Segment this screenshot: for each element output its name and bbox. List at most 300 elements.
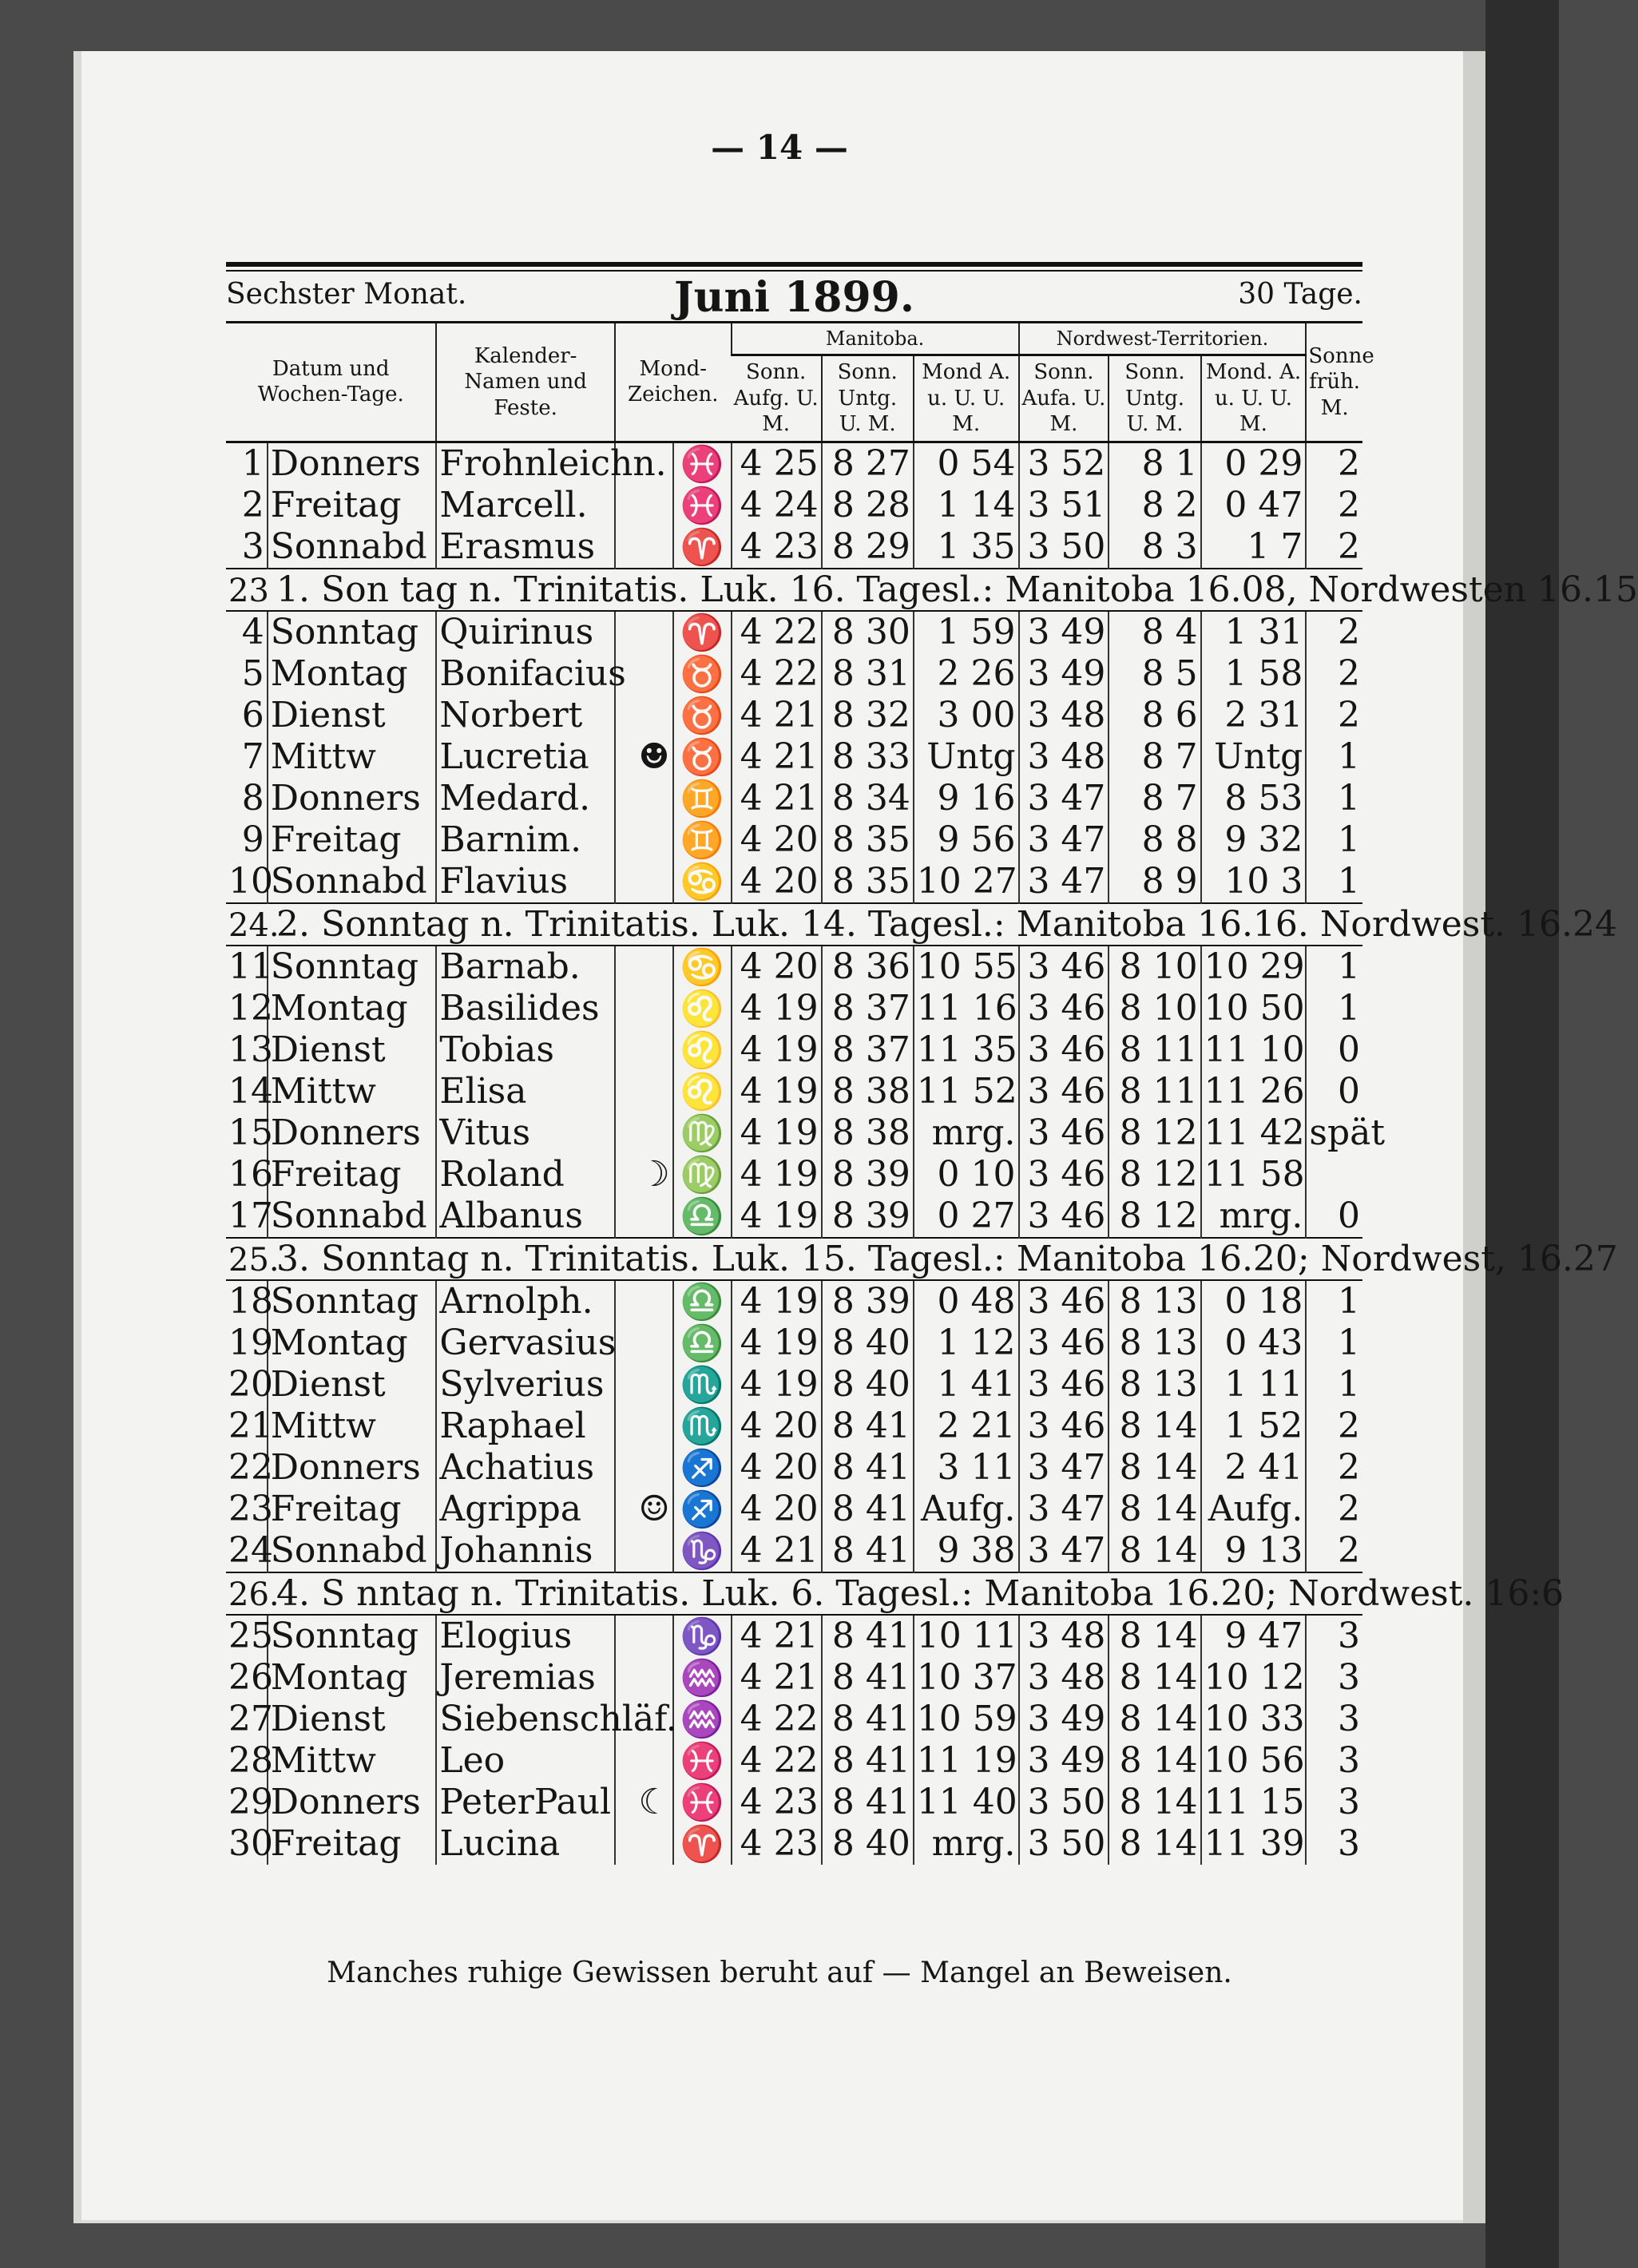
table-row bbox=[226, 1112, 1362, 1154]
calendar-name: Marcell. bbox=[436, 485, 614, 526]
col-sun-rise: Sonn. Aufg. U. M. bbox=[732, 355, 822, 442]
nordwest-sunset: 8 3 bbox=[1109, 526, 1200, 569]
zodiac-sign: ♑ bbox=[673, 1530, 732, 1572]
day-number: 17 bbox=[228, 1195, 273, 1236]
manitoba-sunset: 8 39 bbox=[822, 1195, 914, 1238]
nordwest-sunset: 8 2 bbox=[1109, 485, 1200, 526]
calendar-name: Agrippa bbox=[436, 1489, 614, 1530]
day-number: 2 bbox=[241, 485, 264, 525]
col-nordwest: Nordwest-Territorien. bbox=[1019, 323, 1307, 355]
table-row bbox=[226, 1071, 1362, 1112]
manitoba-sunset: 8 27 bbox=[822, 442, 914, 485]
moon-phase: ☻ bbox=[615, 736, 673, 778]
week-separator bbox=[226, 1238, 1362, 1280]
calendar-name: Johannis bbox=[436, 1530, 614, 1572]
nordwest-sunrise: 3 47 bbox=[1019, 819, 1109, 861]
calendar-name: Vitus bbox=[436, 1112, 614, 1154]
nordwest-sunset: 8 12 bbox=[1109, 1112, 1200, 1154]
table-row bbox=[226, 946, 1362, 988]
nordwest-sunset: 8 10 bbox=[1109, 946, 1200, 988]
day-number: 15 bbox=[228, 1112, 273, 1153]
moon-phase bbox=[615, 1071, 673, 1112]
week-info bbox=[226, 569, 1638, 611]
manitoba-sunrise: 4 25 bbox=[732, 442, 822, 485]
page-edge bbox=[1463, 51, 1485, 2223]
manitoba-sunrise: 4 23 bbox=[732, 526, 822, 569]
day-number: 30 bbox=[228, 1823, 273, 1864]
nordwest-sunset: 8 14 bbox=[1109, 1782, 1200, 1823]
nordwest-moon: 2 41 bbox=[1201, 1447, 1307, 1489]
weekday: Dienst bbox=[268, 1699, 437, 1740]
zodiac-sign: ♌ bbox=[673, 988, 732, 1029]
nordwest-sunrise: 3 48 bbox=[1019, 1615, 1109, 1657]
manitoba-moon: 10 55 bbox=[914, 946, 1019, 988]
nordwest-sunrise: 3 46 bbox=[1019, 1112, 1109, 1154]
moon-phase bbox=[615, 1740, 673, 1782]
manitoba-sunrise: 4 21 bbox=[732, 1530, 822, 1572]
table-row bbox=[226, 1406, 1362, 1447]
manitoba-sunset: 8 41 bbox=[822, 1489, 914, 1530]
day-number: 25 bbox=[228, 1616, 273, 1656]
weekday: Dienst bbox=[268, 1029, 437, 1071]
zodiac-sign: ♌ bbox=[673, 1071, 732, 1112]
nordwest-sunset: 8 7 bbox=[1109, 736, 1200, 778]
nordwest-sunset: 8 10 bbox=[1109, 988, 1200, 1029]
manitoba-moon: 10 11 bbox=[914, 1615, 1019, 1657]
manitoba-sunset: 8 32 bbox=[822, 695, 914, 736]
calendar-name: Roland bbox=[436, 1154, 614, 1195]
calendar-name: Leo bbox=[436, 1740, 614, 1782]
sun-early: 3 bbox=[1306, 1740, 1362, 1782]
weekday: Donners bbox=[268, 1112, 437, 1154]
manitoba-sunset: 8 41 bbox=[822, 1615, 914, 1657]
page-number: — 14 — bbox=[711, 128, 848, 167]
day-number: 26 bbox=[228, 1657, 273, 1698]
manitoba-sunrise: 4 19 bbox=[732, 1364, 822, 1406]
week-info bbox=[226, 903, 1617, 946]
calendar-name: Lucretia bbox=[436, 736, 614, 778]
sun-early: 1 bbox=[1306, 778, 1362, 819]
day-number: 18 bbox=[228, 1281, 273, 1322]
nordwest-moon: 8 53 bbox=[1201, 778, 1307, 819]
manitoba-sunset: 8 41 bbox=[822, 1782, 914, 1823]
table-row bbox=[226, 1823, 1362, 1865]
zodiac-sign: ♍ bbox=[673, 1154, 732, 1195]
weekday: Freitag bbox=[268, 1154, 437, 1195]
day-number: 28 bbox=[228, 1740, 273, 1781]
nordwest-sunset: 8 4 bbox=[1109, 611, 1200, 653]
nordwest-moon: 10 12 bbox=[1201, 1657, 1307, 1699]
moon-phase: ☾ bbox=[615, 1782, 673, 1823]
calendar-name: Lucina bbox=[436, 1823, 614, 1865]
manitoba-moon: 1 12 bbox=[914, 1322, 1019, 1364]
nordwest-sunset: 8 11 bbox=[1109, 1029, 1200, 1071]
day-number: 6 bbox=[241, 695, 264, 736]
day-number: 12 bbox=[228, 988, 273, 1029]
day-number: 19 bbox=[228, 1322, 273, 1363]
nordwest-sunrise: 3 50 bbox=[1019, 526, 1109, 569]
moon-phase bbox=[615, 526, 673, 569]
nordwest-moon: 11 15 bbox=[1201, 1782, 1307, 1823]
moon-phase: ☺ bbox=[615, 1489, 673, 1530]
nordwest-sunrise: 3 49 bbox=[1019, 1740, 1109, 1782]
nordwest-sunset: 8 6 bbox=[1109, 695, 1200, 736]
col-moon: Mond A. u. U. U. M. bbox=[914, 355, 1019, 442]
day-number: 10 bbox=[228, 861, 273, 902]
weekday: Donners bbox=[268, 778, 437, 819]
nordwest-sunset: 8 9 bbox=[1109, 861, 1200, 903]
manitoba-sunset: 8 41 bbox=[822, 1657, 914, 1699]
nordwest-moon: mrg. bbox=[1201, 1195, 1307, 1238]
day-number: 3 bbox=[241, 526, 264, 567]
weekday: Sonnabd bbox=[268, 1530, 437, 1572]
weekday: Sonnabd bbox=[268, 1195, 437, 1238]
nordwest-moon: 9 47 bbox=[1201, 1615, 1307, 1657]
day-number: 24 bbox=[228, 1530, 273, 1571]
calendar-name: Basilides bbox=[436, 988, 614, 1029]
manitoba-sunset: 8 37 bbox=[822, 1029, 914, 1071]
manitoba-moon: Untg bbox=[914, 736, 1019, 778]
table-row bbox=[226, 1740, 1362, 1782]
calendar-name: Siebenschläf. bbox=[436, 1699, 614, 1740]
zodiac-sign: ♊ bbox=[673, 778, 732, 819]
day-number: 5 bbox=[241, 653, 264, 694]
month-title: Juni 1899. bbox=[674, 273, 914, 322]
moon-phase bbox=[615, 1029, 673, 1071]
sun-early: 0 bbox=[1306, 1195, 1362, 1238]
zodiac-sign: ♎ bbox=[673, 1195, 732, 1238]
manitoba-sunrise: 4 20 bbox=[732, 946, 822, 988]
sun-early: 1 bbox=[1306, 819, 1362, 861]
weekday: Sonnabd bbox=[268, 526, 437, 569]
calendar-name: Bonifacius bbox=[436, 653, 614, 695]
table-row bbox=[226, 1322, 1362, 1364]
manitoba-sunset: 8 30 bbox=[822, 611, 914, 653]
moon-phase bbox=[615, 1322, 673, 1364]
nordwest-sunrise: 3 46 bbox=[1019, 1071, 1109, 1112]
zodiac-sign: ♎ bbox=[673, 1322, 732, 1364]
calendar-name: PeterPaul bbox=[436, 1782, 614, 1823]
nordwest-sunrise: 3 48 bbox=[1019, 695, 1109, 736]
col-names: Kalender-Namen und Feste. bbox=[436, 323, 614, 442]
manitoba-sunrise: 4 23 bbox=[732, 1823, 822, 1865]
table-row bbox=[226, 653, 1362, 695]
manitoba-sunrise: 4 20 bbox=[732, 1447, 822, 1489]
manitoba-sunrise: 4 21 bbox=[732, 778, 822, 819]
nordwest-sunset: 8 8 bbox=[1109, 819, 1200, 861]
manitoba-moon: 0 10 bbox=[914, 1154, 1019, 1195]
col-sun-early: Sonne früh. M. bbox=[1306, 323, 1362, 442]
nordwest-sunset: 8 1 bbox=[1109, 442, 1200, 485]
nordwest-sunrise: 3 46 bbox=[1019, 1195, 1109, 1238]
table-row bbox=[226, 1530, 1362, 1572]
sun-early: 3 bbox=[1306, 1615, 1362, 1657]
nordwest-moon: 0 29 bbox=[1201, 442, 1307, 485]
moon-phase bbox=[615, 1364, 673, 1406]
sun-early: 2 bbox=[1306, 1489, 1362, 1530]
calendar-name: Gervasius bbox=[436, 1322, 614, 1364]
zodiac-sign: ♉ bbox=[673, 695, 732, 736]
manitoba-moon: 9 38 bbox=[914, 1530, 1019, 1572]
week-separator bbox=[226, 1572, 1362, 1615]
sun-early: 2 bbox=[1306, 611, 1362, 653]
weekday: Dienst bbox=[268, 1364, 437, 1406]
weekday: Montag bbox=[268, 1657, 437, 1699]
col-manitoba: Manitoba. bbox=[732, 323, 1019, 355]
nordwest-sunrise: 3 46 bbox=[1019, 1154, 1109, 1195]
table-row bbox=[226, 1699, 1362, 1740]
day-number: 4 bbox=[241, 612, 264, 652]
col-date: Datum und Wochen-Tage. bbox=[226, 323, 436, 442]
zodiac-sign: ♓ bbox=[673, 485, 732, 526]
moon-phase bbox=[615, 485, 673, 526]
calendar-name: Achatius bbox=[436, 1447, 614, 1489]
manitoba-moon: 1 59 bbox=[914, 611, 1019, 653]
sun-early: 2 bbox=[1306, 1530, 1362, 1572]
calendar-name: Medard. bbox=[436, 778, 614, 819]
sun-early: 3 bbox=[1306, 1823, 1362, 1865]
nordwest-sunrise: 3 47 bbox=[1019, 861, 1109, 903]
day-number: 16 bbox=[228, 1154, 273, 1195]
manitoba-sunrise: 4 20 bbox=[732, 861, 822, 903]
calendar-name: Quirinus bbox=[436, 611, 614, 653]
moon-phase bbox=[615, 946, 673, 988]
weekday: Mittw bbox=[268, 736, 437, 778]
weekday: Montag bbox=[268, 1322, 437, 1364]
nordwest-moon: 1 11 bbox=[1201, 1364, 1307, 1406]
col-nw-sun-set: Sonn. Untg. U. M. bbox=[1109, 355, 1200, 442]
nordwest-sunrise: 3 50 bbox=[1019, 1823, 1109, 1865]
manitoba-sunset: 8 39 bbox=[822, 1154, 914, 1195]
weekday: Sonntag bbox=[268, 611, 437, 653]
manitoba-sunrise: 4 19 bbox=[732, 1071, 822, 1112]
manitoba-sunrise: 4 19 bbox=[732, 1154, 822, 1195]
moon-phase bbox=[615, 988, 673, 1029]
nordwest-sunset: 8 13 bbox=[1109, 1322, 1200, 1364]
calendar-name: Jeremias bbox=[436, 1657, 614, 1699]
manitoba-moon: 0 48 bbox=[914, 1280, 1019, 1322]
moon-phase bbox=[615, 1406, 673, 1447]
manitoba-sunset: 8 36 bbox=[822, 946, 914, 988]
week-number: 25. bbox=[228, 1241, 280, 1279]
calendar-name: Barnab. bbox=[436, 946, 614, 988]
manitoba-sunset: 8 41 bbox=[822, 1406, 914, 1447]
day-number: 1 bbox=[241, 443, 264, 484]
zodiac-sign: ♓ bbox=[673, 1782, 732, 1823]
zodiac-sign: ♓ bbox=[673, 442, 732, 485]
table-row bbox=[226, 819, 1362, 861]
nordwest-sunrise: 3 51 bbox=[1019, 485, 1109, 526]
table-row bbox=[226, 1154, 1362, 1195]
sun-early: 0 bbox=[1306, 1029, 1362, 1071]
sun-early bbox=[1306, 1154, 1362, 1195]
week-text: 2. Sonntag n. Trinitatis. Luk. 14. Tagesl.: Manitoba 16.16. Nordwest. 16.24 bbox=[276, 903, 1617, 945]
day-number: 21 bbox=[228, 1406, 273, 1446]
zodiac-sign: ♎ bbox=[673, 1280, 732, 1322]
sun-early: 1 bbox=[1306, 988, 1362, 1029]
nordwest-sunrise: 3 46 bbox=[1019, 988, 1109, 1029]
nordwest-sunset: 8 14 bbox=[1109, 1823, 1200, 1865]
manitoba-sunset: 8 40 bbox=[822, 1823, 914, 1865]
nordwest-sunrise: 3 46 bbox=[1019, 946, 1109, 988]
scan-background bbox=[1485, 0, 1559, 2268]
table-row bbox=[226, 736, 1362, 778]
moon-phase bbox=[615, 1823, 673, 1865]
nordwest-moon: 1 7 bbox=[1201, 526, 1307, 569]
moon-phase bbox=[615, 1195, 673, 1238]
manitoba-sunset: 8 33 bbox=[822, 736, 914, 778]
nordwest-moon: Untg bbox=[1201, 736, 1307, 778]
zodiac-sign: ♈ bbox=[673, 1823, 732, 1865]
sun-early: 2 bbox=[1306, 485, 1362, 526]
manitoba-sunrise: 4 19 bbox=[732, 988, 822, 1029]
sun-early: 1 bbox=[1306, 1364, 1362, 1406]
zodiac-sign: ♑ bbox=[673, 1615, 732, 1657]
nordwest-sunrise: 3 47 bbox=[1019, 1489, 1109, 1530]
week-info bbox=[226, 1238, 1618, 1280]
moon-phase bbox=[615, 1112, 673, 1154]
manitoba-moon: 11 16 bbox=[914, 988, 1019, 1029]
manitoba-sunset: 8 41 bbox=[822, 1530, 914, 1572]
manitoba-moon: 0 27 bbox=[914, 1195, 1019, 1238]
week-info bbox=[226, 1572, 1565, 1615]
nordwest-sunrise: 3 46 bbox=[1019, 1029, 1109, 1071]
sun-early: 1 bbox=[1306, 1322, 1362, 1364]
table-row bbox=[226, 1615, 1362, 1657]
zodiac-sign: ♊ bbox=[673, 819, 732, 861]
moon-phase bbox=[615, 611, 673, 653]
nordwest-moon: 2 31 bbox=[1201, 695, 1307, 736]
manitoba-moon: 2 21 bbox=[914, 1406, 1019, 1447]
manitoba-sunrise: 4 21 bbox=[732, 695, 822, 736]
weekday: Sonntag bbox=[268, 1280, 437, 1322]
weekday: Sonntag bbox=[268, 946, 437, 988]
nordwest-moon: 11 42 bbox=[1201, 1112, 1307, 1154]
manitoba-sunrise: 4 21 bbox=[732, 736, 822, 778]
manitoba-sunrise: 4 22 bbox=[732, 1699, 822, 1740]
nordwest-sunrise: 3 50 bbox=[1019, 1782, 1109, 1823]
weekday: Mittw bbox=[268, 1740, 437, 1782]
col-sun-set: Sonn. Untg. U. M. bbox=[822, 355, 914, 442]
moon-phase bbox=[615, 1280, 673, 1322]
weekday: Montag bbox=[268, 988, 437, 1029]
manitoba-sunrise: 4 19 bbox=[732, 1112, 822, 1154]
manitoba-moon: 10 37 bbox=[914, 1657, 1019, 1699]
sun-early: 3 bbox=[1306, 1782, 1362, 1823]
table-row bbox=[226, 1280, 1362, 1322]
weekday: Sonnabd bbox=[268, 861, 437, 903]
manitoba-sunset: 8 34 bbox=[822, 778, 914, 819]
day-number: 9 bbox=[241, 819, 264, 860]
manitoba-sunset: 8 35 bbox=[822, 861, 914, 903]
nordwest-moon: 9 32 bbox=[1201, 819, 1307, 861]
week-text: 1. Son tag n. Trinitatis. Luk. 16. Tagesl.: Manitoba 16.08, Nordwesten 16.15 bbox=[276, 569, 1638, 610]
calendar-name: Tobias bbox=[436, 1029, 614, 1071]
zodiac-sign: ♒ bbox=[673, 1699, 732, 1740]
manitoba-moon: 11 52 bbox=[914, 1071, 1019, 1112]
week-number: 26. bbox=[228, 1576, 280, 1613]
header-rule bbox=[226, 262, 1362, 267]
manitoba-sunrise: 4 20 bbox=[732, 1489, 822, 1530]
manitoba-sunset: 8 35 bbox=[822, 819, 914, 861]
zodiac-sign: ♒ bbox=[673, 1657, 732, 1699]
weekday: Mittw bbox=[268, 1071, 437, 1112]
sun-early: 1 bbox=[1306, 861, 1362, 903]
nordwest-moon: 10 33 bbox=[1201, 1699, 1307, 1740]
manitoba-sunrise: 4 23 bbox=[732, 1782, 822, 1823]
day-number: 29 bbox=[228, 1782, 273, 1822]
table-row bbox=[226, 988, 1362, 1029]
manitoba-sunrise: 4 19 bbox=[732, 1195, 822, 1238]
manitoba-moon: mrg. bbox=[914, 1823, 1019, 1865]
nordwest-moon: 11 26 bbox=[1201, 1071, 1307, 1112]
week-number: 24. bbox=[228, 906, 280, 944]
nordwest-moon: 9 13 bbox=[1201, 1530, 1307, 1572]
moon-phase bbox=[615, 695, 673, 736]
nordwest-sunrise: 3 46 bbox=[1019, 1406, 1109, 1447]
table-row bbox=[226, 1657, 1362, 1699]
zodiac-sign: ♏ bbox=[673, 1406, 732, 1447]
table-row bbox=[226, 1195, 1362, 1238]
weekday: Montag bbox=[268, 653, 437, 695]
nordwest-sunrise: 3 46 bbox=[1019, 1364, 1109, 1406]
sun-early: 2 bbox=[1306, 526, 1362, 569]
moon-phase bbox=[615, 819, 673, 861]
table-row bbox=[226, 526, 1362, 569]
weekday: Sonntag bbox=[268, 1615, 437, 1657]
week-text: 4. S nntag n. Trinitatis. Luk. 6. Tagesl.: Manitoba 16.20; Nordwest. 16:6 bbox=[276, 1572, 1565, 1614]
table-row bbox=[226, 1029, 1362, 1071]
manitoba-moon: 10 59 bbox=[914, 1699, 1019, 1740]
manitoba-moon: 9 16 bbox=[914, 778, 1019, 819]
nordwest-moon: 0 47 bbox=[1201, 485, 1307, 526]
calendar-name: Erasmus bbox=[436, 526, 614, 569]
nordwest-sunset: 8 14 bbox=[1109, 1530, 1200, 1572]
nordwest-moon: 1 31 bbox=[1201, 611, 1307, 653]
week-text: 3. Sonntag n. Trinitatis. Luk. 15. Tagesl.: Manitoba 16.20; Nordwest, 16.27 bbox=[276, 1238, 1618, 1279]
nordwest-moon: 0 43 bbox=[1201, 1322, 1307, 1364]
nordwest-sunrise: 3 52 bbox=[1019, 442, 1109, 485]
calendar-name: Arnolph. bbox=[436, 1280, 614, 1322]
nordwest-sunrise: 3 46 bbox=[1019, 1280, 1109, 1322]
sun-early: 3 bbox=[1306, 1657, 1362, 1699]
table-row bbox=[226, 778, 1362, 819]
zodiac-sign: ♉ bbox=[673, 653, 732, 695]
nordwest-moon: 1 52 bbox=[1201, 1406, 1307, 1447]
nordwest-moon: 10 29 bbox=[1201, 946, 1307, 988]
zodiac-sign: ♍ bbox=[673, 1112, 732, 1154]
nordwest-moon: 11 58 bbox=[1201, 1154, 1307, 1195]
calendar-name: Frohnleichn. bbox=[436, 442, 614, 485]
sun-early: 1 bbox=[1306, 1280, 1362, 1322]
day-number: 7 bbox=[241, 736, 264, 777]
manitoba-moon: 3 00 bbox=[914, 695, 1019, 736]
nordwest-sunset: 8 5 bbox=[1109, 653, 1200, 695]
table-row bbox=[226, 611, 1362, 653]
zodiac-sign: ♏ bbox=[673, 1364, 732, 1406]
col-moon-sign: Mond-Zeichen. bbox=[615, 323, 732, 442]
day-number: 27 bbox=[228, 1699, 273, 1739]
table-row bbox=[226, 1447, 1362, 1489]
manitoba-sunset: 8 40 bbox=[822, 1364, 914, 1406]
sun-early: 2 bbox=[1306, 653, 1362, 695]
table-row bbox=[226, 442, 1362, 485]
calendar-name: Raphael bbox=[436, 1406, 614, 1447]
manitoba-sunrise: 4 19 bbox=[732, 1029, 822, 1071]
manitoba-sunset: 8 38 bbox=[822, 1071, 914, 1112]
calendar-name: Albanus bbox=[436, 1195, 614, 1238]
manitoba-moon: 9 56 bbox=[914, 819, 1019, 861]
